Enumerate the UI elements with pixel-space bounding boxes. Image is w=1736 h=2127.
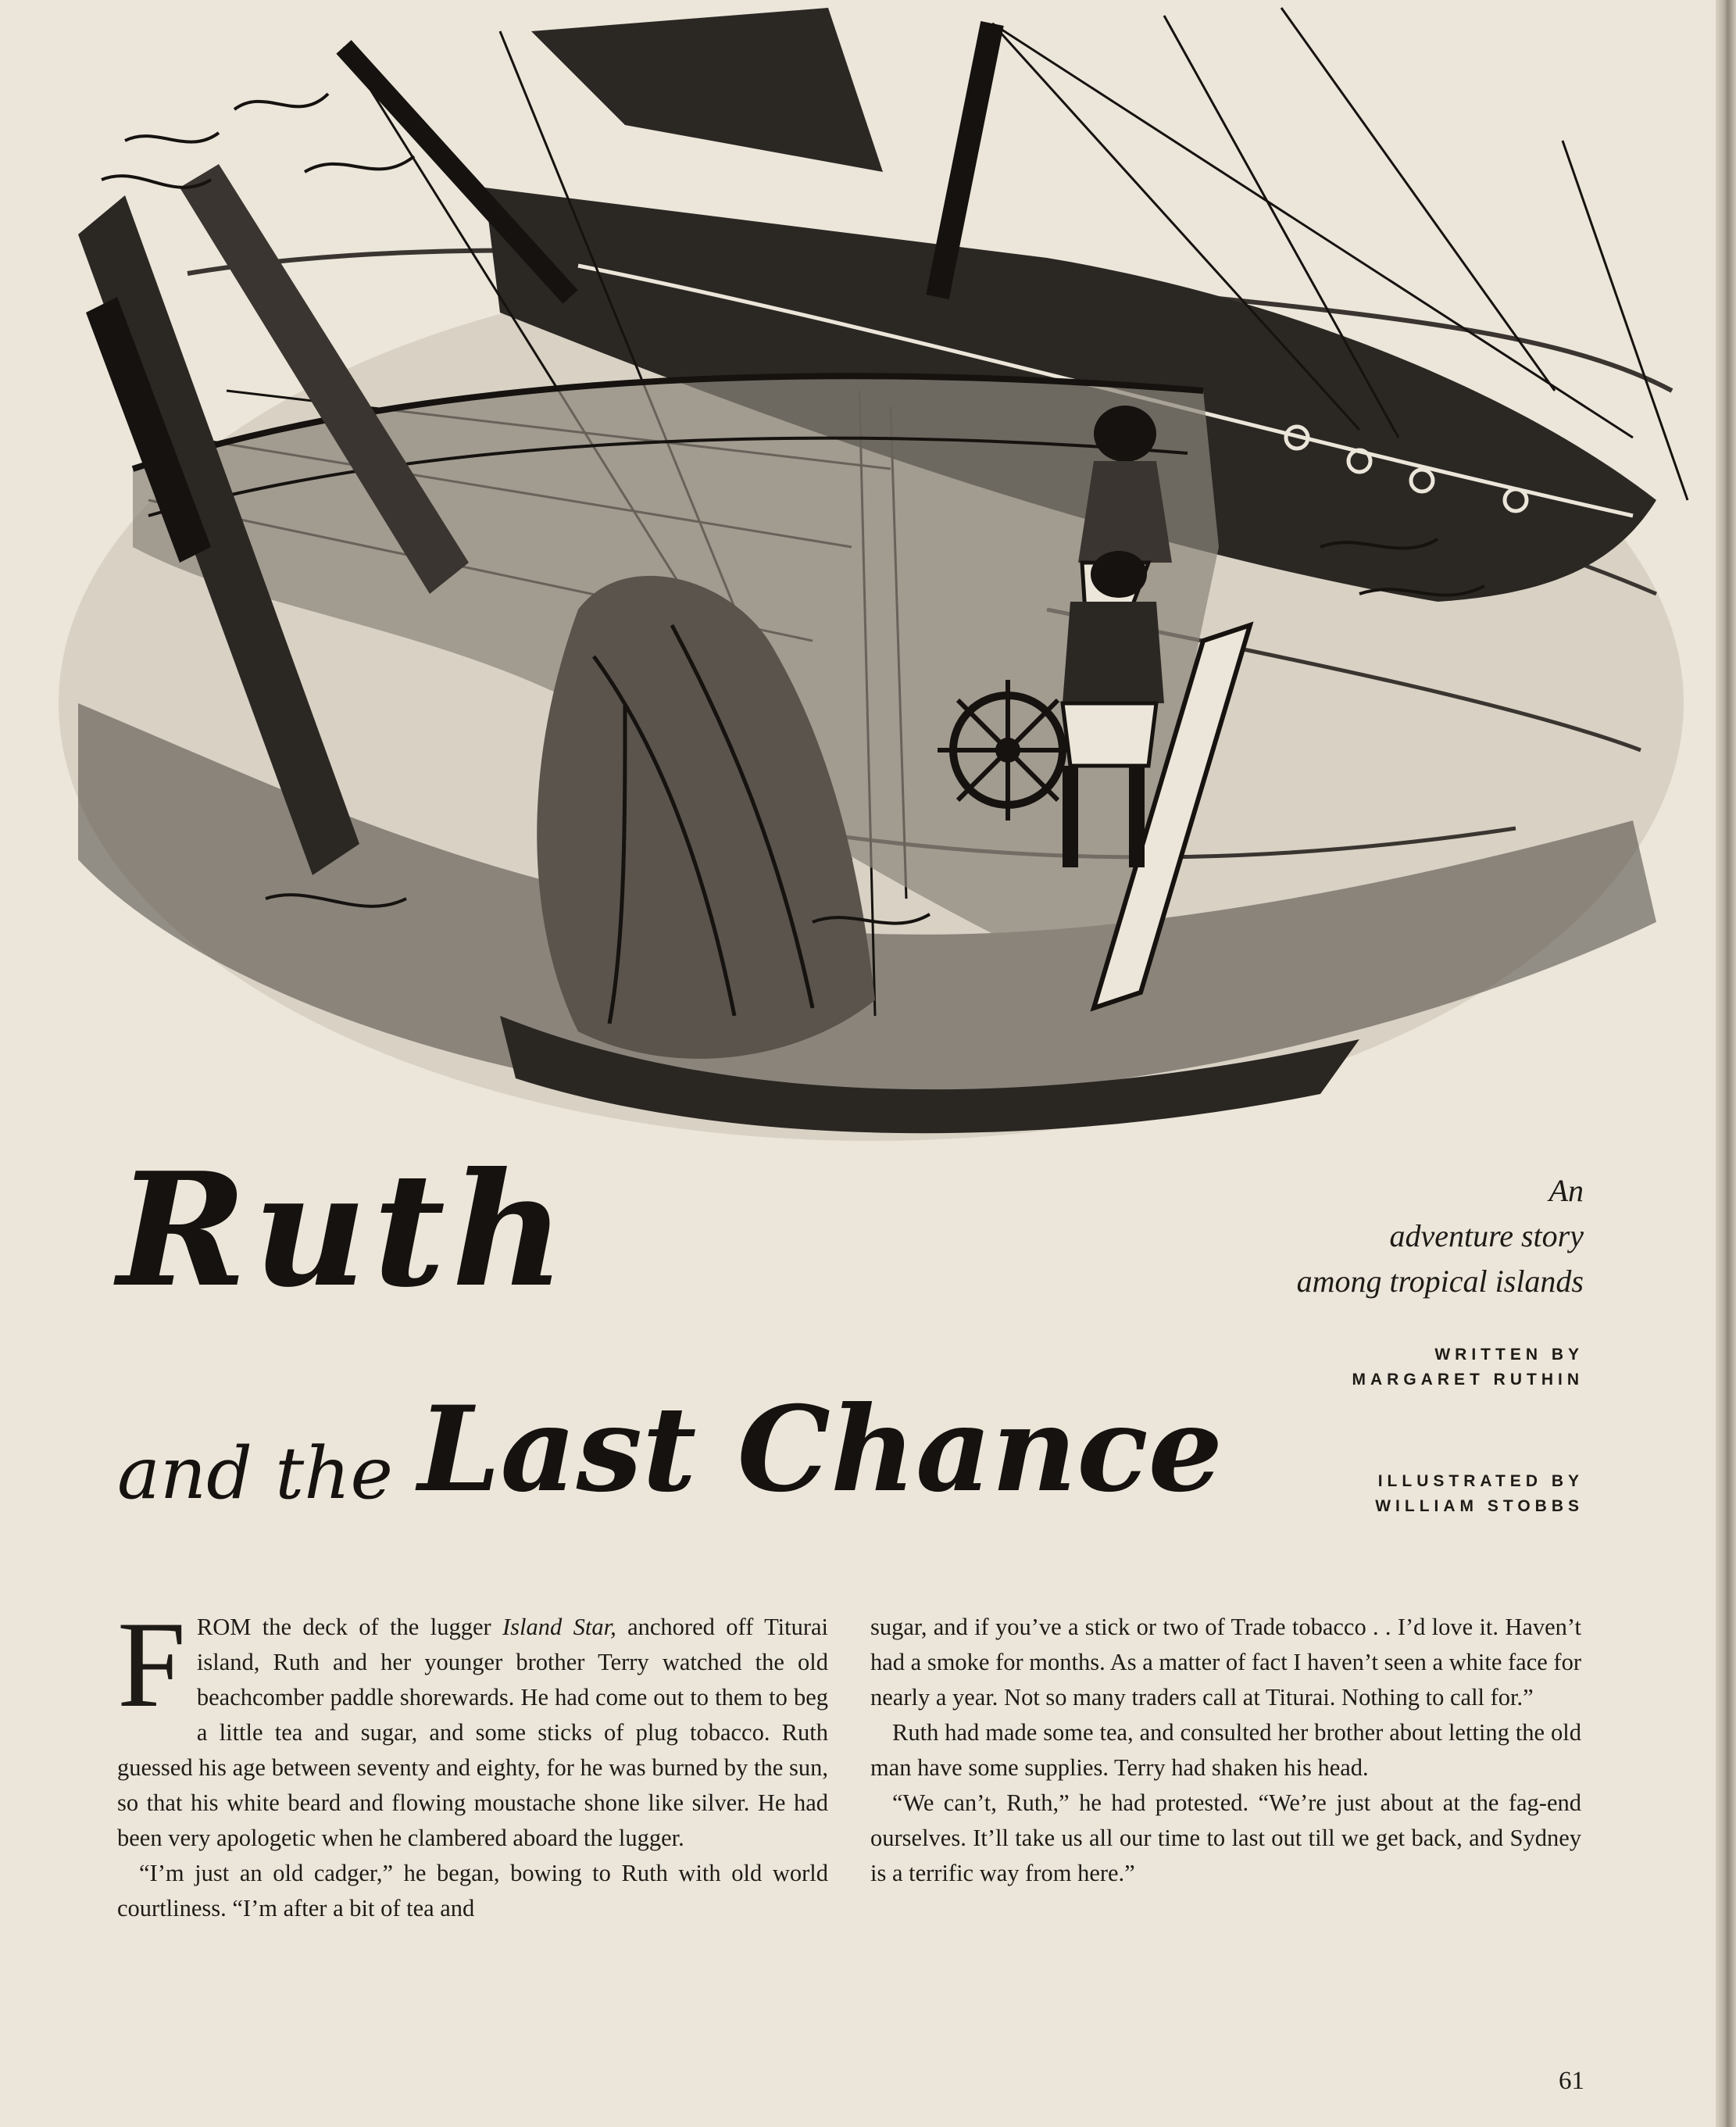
- tagline-line: An: [1548, 1173, 1584, 1208]
- story-paragraph: [117, 1596, 828, 1856]
- title-and-the: and the: [117, 1432, 393, 1515]
- page-number: 61: [1559, 2067, 1584, 2095]
- drop-cap: F: [117, 1596, 186, 1733]
- written-by-label: WRITTEN BY: [1434, 1346, 1584, 1364]
- story-paragraph: “I’m just an old cadger,” he began, bowing to Ruth with old world courtliness. “I’m after a bit of tea and: [117, 1860, 828, 1921]
- story-paragraph: Ruth had made some tea, and consulted her brother about letting the old man have some supplies. Terry had shaken his head.: [870, 1719, 1581, 1781]
- story-text: ROM the deck of the lugger: [196, 1614, 503, 1640]
- tagline: [1037, 1168, 1584, 1304]
- illustrator-name: WILLIAM STOBBS: [1375, 1497, 1584, 1515]
- tagline-line: among tropical islands: [1296, 1264, 1584, 1299]
- author-name: MARGARET RUTHIN: [1352, 1371, 1584, 1389]
- title-ruth: Ruth: [117, 1139, 572, 1322]
- author-credit: [1037, 1342, 1584, 1392]
- story-text: anchored off Titurai island, Ruth and her younger brother Terry watched the old beachcomber paddle shorewards. He had come out to them to beg a little tea and sugar, and some sticks of plug tobacco. Ruth guessed his age between seventy and eighty, for he was burned by the sun, so that his white beard and flowing moustache shone like silver. He had been very apologetic when he clambered aboard the lugger.: [117, 1614, 828, 1851]
- sinking-ship-illustration-icon: [31, 0, 1711, 1164]
- ship-name: Island Star,: [502, 1614, 616, 1640]
- title-last-chance: Last Chance: [418, 1381, 1223, 1518]
- page-edge: [1716, 0, 1736, 2127]
- story-paragraph: “We can’t, Ruth,” he had protested. “We’re just about at the fag-end ourselves. It’ll take us all our time to last out till we get back, and Sydney is a terrific way from here.”: [870, 1789, 1581, 1886]
- story-column-right: [870, 1610, 1581, 1891]
- tagline-line: adventure story: [1389, 1218, 1584, 1253]
- illustrated-by-label: ILLUSTRATED BY: [1377, 1472, 1584, 1490]
- story-paragraph: sugar, and if you’ve a stick or two of Trade tobacco . . I’d love it. Haven’t had a smoke for months. As a matter of fact I haven’t seen a white face for nearly a year. Not so many traders call at Titurai. Nothing to call for.”: [870, 1614, 1581, 1711]
- story-column-left: [117, 1596, 828, 1926]
- illustrator-credit: [1037, 1469, 1584, 1519]
- sinking-ship-illustration: [31, 0, 1711, 1164]
